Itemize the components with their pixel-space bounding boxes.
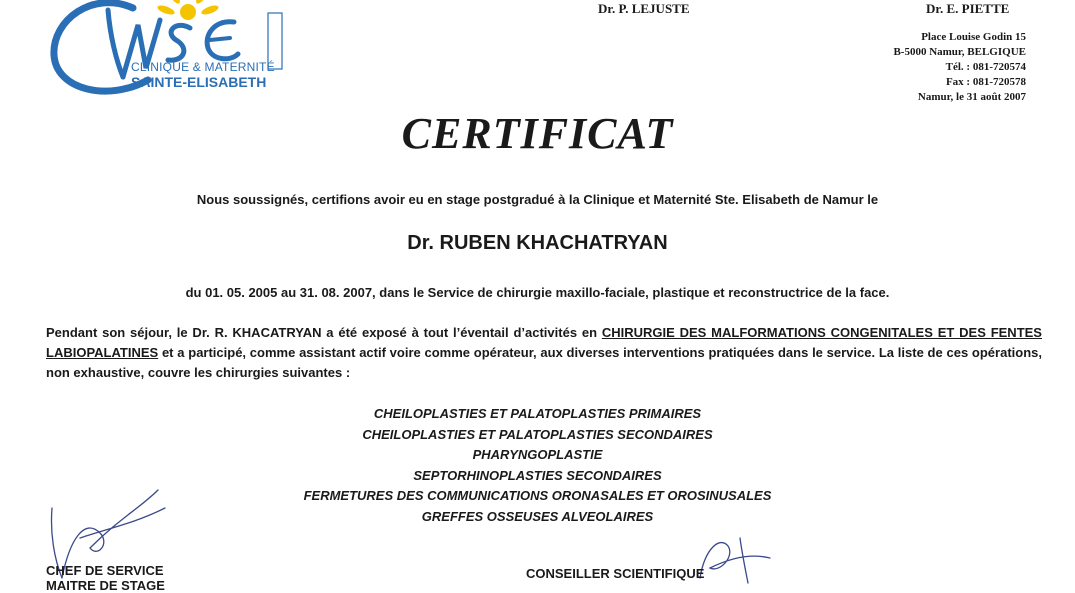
paragraph-specialty-underlined: CHIRURGIE DES MALFORMATIONS CONGENITALES ET DES FENTES LABIOPALATINES <box>46 325 1042 360</box>
procedure-item: PHARYNGOPLASTIE <box>472 447 603 462</box>
chef-title: CHEF DE SERVICE <box>46 563 164 578</box>
address-city: B-5000 Namur, BELGIQUE <box>893 46 1026 58</box>
address-block <box>893 30 1026 105</box>
procedure-item: CHEILOPLASTIES ET PALATOPLASTIES SECONDAIRES <box>362 426 713 442</box>
paragraph-text-start: Pendant son séjour, le Dr. R. KHACATRYAN a été exposé à tout l’éventail d’activités en <box>46 325 602 340</box>
doctor-name-left: Dr. P. LEJUSTE <box>598 1 690 16</box>
maitre-title: MAITRE DE STAGE <box>46 578 165 593</box>
activity-paragraph <box>46 323 1042 383</box>
procedure-item: GREFFES OSSEUSES ALVEOLAIRES <box>421 508 654 524</box>
doctor-name-right: Dr. E. PIETTE <box>926 1 1010 16</box>
conseiller-title: CONSEILLER SCIENTIFIQUE <box>526 566 705 581</box>
address-phone: Tél. : 081-720574 <box>945 61 1026 73</box>
logo-subtitle-clinic: CLINIQUE & MATERNITÉ <box>131 60 275 74</box>
paragraph-text-end: et a participé, comme assistant actif voire comme opérateur, aux diverses interventions pratiquées dans le service. La liste de ces opérations, non exhaustive, couvre les chirurgies suivantes : <box>46 345 1042 380</box>
procedure-item: SEPTORHINOPLASTIES SECONDAIRES <box>413 467 662 483</box>
internship-period: du 01. 05. 2005 au 31. 08. 2007, dans le Service de chirurgie maxillo-faciale, plastique et reconstructrice de la face. <box>185 285 890 300</box>
address-fax: Fax : 081-720578 <box>945 76 1026 88</box>
certificate-intro: Nous soussignés, certifions avoir eu en stage postgradué à la Clinique et Maternité Ste. Elisabeth de Namur le <box>196 192 879 207</box>
document-date: Namur, le 31 août 2007 <box>917 91 1026 103</box>
certificate-title: CERTIFICAT <box>401 109 674 158</box>
chef-de-service-block <box>46 563 165 593</box>
procedure-item: FERMETURES DES COMMUNICATIONS ORONASALES ET OROSINUSALES <box>303 488 772 503</box>
clinic-logo <box>38 0 298 112</box>
address-street: Place Louise Godin 15 <box>921 31 1026 43</box>
sun-icon <box>156 0 219 20</box>
logo-subtitle-name: SAINTE-ELISABETH <box>131 74 267 90</box>
clinic-logo-graphic <box>38 0 298 112</box>
procedure-item: CHEILOPLASTIES ET PALATOPLASTIES PRIMAIRES <box>373 406 702 421</box>
recipient-name: Dr. RUBEN KHACHATRYAN <box>407 232 668 254</box>
